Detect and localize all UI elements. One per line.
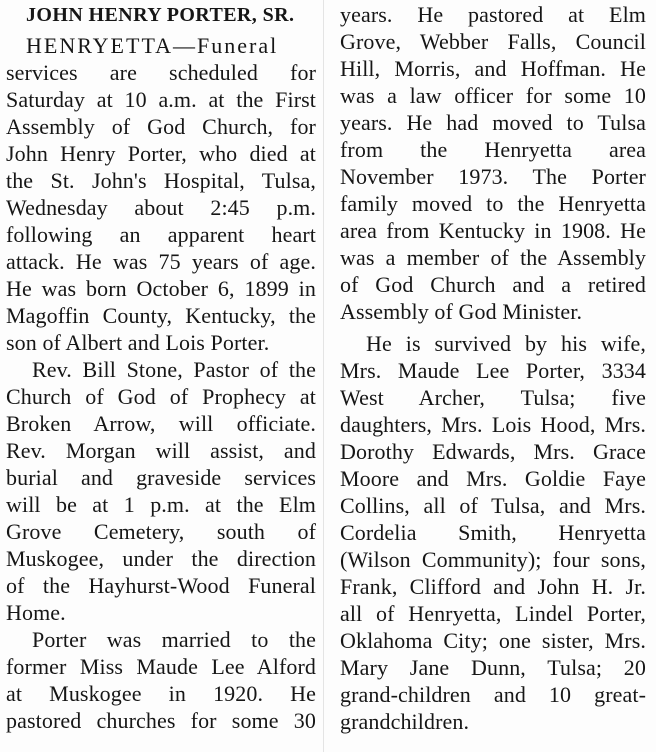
body-line: Oklahoma City; one sister, Mrs. xyxy=(340,628,646,653)
column-divider xyxy=(323,0,324,752)
body-line: pastored churches for some 30 xyxy=(6,708,316,733)
body-line: area from Kentucky in 1908. He xyxy=(340,218,646,243)
body-line: Moore and Mrs. Goldie Faye xyxy=(340,466,646,491)
body-line: Frank, Clifford and John H. Jr. xyxy=(340,574,646,599)
paragraph-start-line: Porter was married to the xyxy=(32,627,316,652)
body-line: Assembly of God Minister. xyxy=(340,299,583,324)
body-line: Muskogee, under the direction xyxy=(6,546,316,571)
obituary-headline: JOHN HENRY PORTER, SR. xyxy=(26,4,295,26)
body-line: Home. xyxy=(6,600,66,625)
body-line: (Wilson Community); four sons, xyxy=(340,547,646,572)
body-line: Cordelia Smith, Henryetta xyxy=(340,520,646,545)
body-line: attack. He was 75 years of age. xyxy=(6,249,316,274)
body-line: Assembly of God Church, for xyxy=(6,114,316,139)
body-line: Church of God of Prophecy at xyxy=(6,384,316,409)
body-line: all of Henryetta, Lindel Porter, xyxy=(340,601,646,626)
body-line: Magoffin County, Kentucky, the xyxy=(6,303,316,328)
body-line: John Henry Porter, who died at xyxy=(6,141,316,166)
body-line: years. He pastored at Elm xyxy=(340,2,646,27)
paragraph-start-line: Rev. Bill Stone, Pastor of the xyxy=(32,357,316,382)
body-line: family moved to the Henryetta xyxy=(340,191,646,216)
body-line: of God Church and a retired xyxy=(340,272,646,297)
body-line: Rev. Morgan will assist, and xyxy=(6,438,316,463)
body-line: Wednesday about 2:45 p.m. xyxy=(6,195,316,220)
body-line: son of Albert and Lois Porter. xyxy=(6,330,270,355)
body-line: grandchildren. xyxy=(340,709,470,734)
body-line: Hill, Morris, and Hoffman. He xyxy=(340,56,646,81)
body-line: will be at 1 p.m. at the Elm xyxy=(6,492,316,517)
body-line: following an apparent heart xyxy=(6,222,316,247)
body-line: at Muskogee in 1920. He xyxy=(6,681,316,706)
body-line: of the Hayhurst-Wood Funeral xyxy=(6,573,316,598)
body-line: Mary Jane Dunn, Tulsa; 20 xyxy=(340,655,646,680)
body-line: was a law officer for some 10 xyxy=(340,83,646,108)
paragraph-start-line: He is survived by his wife, xyxy=(366,331,646,356)
body-line: grand-children and 10 great- xyxy=(340,682,646,707)
body-line: services are scheduled for xyxy=(6,60,316,85)
dateline-line: HENRYETTA—Funeral xyxy=(26,33,279,58)
body-line: from the Henryetta area xyxy=(340,137,646,162)
body-line: Dorothy Edwards, Mrs. Grace xyxy=(340,439,646,464)
body-line: He was born October 6, 1899 in xyxy=(6,276,316,301)
body-line: Grove, Webber Falls, Council xyxy=(340,29,646,54)
body-line: the St. John's Hospital, Tulsa, xyxy=(6,168,316,193)
body-line: years. He had moved to Tulsa xyxy=(340,110,646,135)
body-line: West Archer, Tulsa; five xyxy=(340,385,646,410)
body-line: was a member of the Assembly xyxy=(340,245,646,270)
body-line: November 1973. The Porter xyxy=(340,164,646,189)
body-line: burial and graveside services xyxy=(6,465,316,490)
body-line: Grove Cemetery, south of xyxy=(6,519,316,544)
body-line: Broken Arrow, will officiate. xyxy=(6,411,316,436)
body-line: Saturday at 10 a.m. at the First xyxy=(6,87,316,112)
body-line: Mrs. Maude Lee Porter, 3334 xyxy=(340,358,646,383)
body-line: former Miss Maude Lee Alford xyxy=(6,654,316,679)
body-line: Collins, all of Tulsa, and Mrs. xyxy=(340,493,646,518)
body-line: daughters, Mrs. Lois Hood, Mrs. xyxy=(340,412,646,437)
